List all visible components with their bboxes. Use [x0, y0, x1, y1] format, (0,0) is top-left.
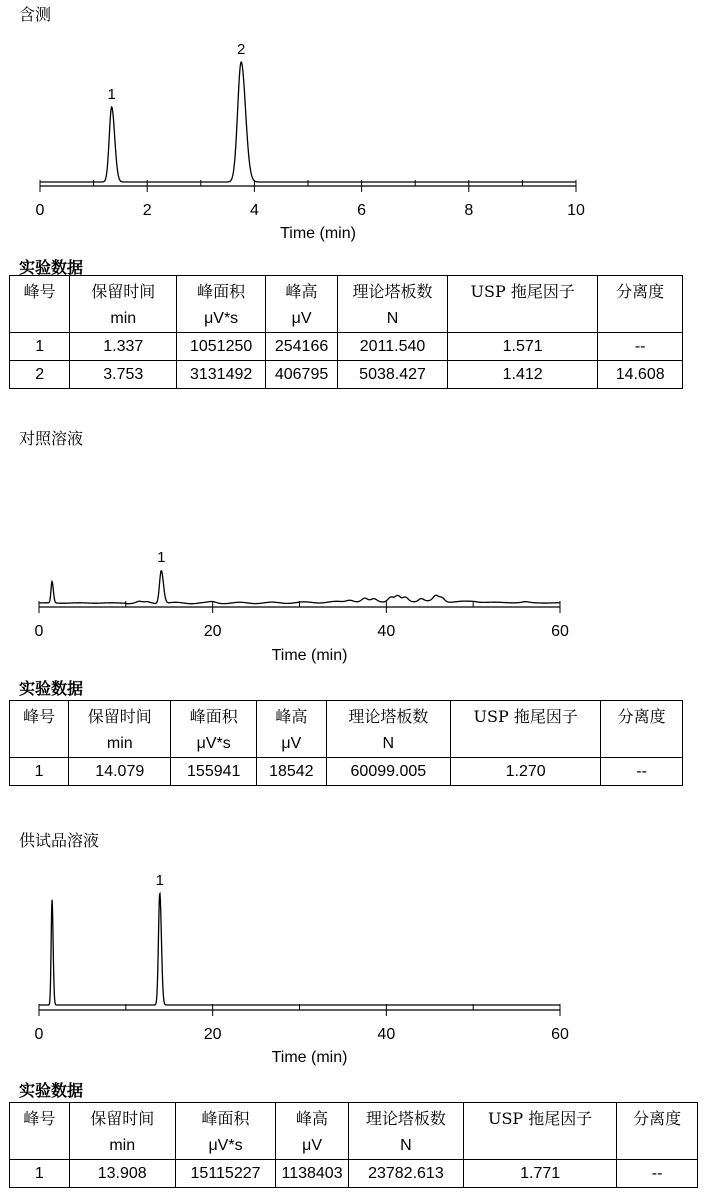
peak-label: 1 — [157, 549, 166, 566]
table-cell: 23782.613 — [348, 1160, 463, 1188]
x-tick-label: 4 — [249, 202, 259, 219]
section-1-label: 含测 — [19, 5, 52, 24]
unit-cell — [617, 1132, 698, 1160]
table-cell: 1 — [10, 333, 70, 361]
table-cell: 1138403 — [276, 1160, 348, 1188]
table-2-title: 实验数据 — [19, 679, 84, 698]
unit-cell: min — [69, 730, 171, 758]
table-3-title: 实验数据 — [19, 1081, 84, 1100]
table-cell: 15115227 — [175, 1160, 276, 1188]
unit-cell: min — [69, 1132, 175, 1160]
x-tick-label: 0 — [34, 623, 44, 640]
table-cell: 5038.427 — [338, 361, 448, 389]
table-cell: 60099.005 — [326, 758, 451, 786]
header-cell: 分离度 — [598, 276, 683, 306]
header-cell: USP 拖尾因子 — [448, 276, 598, 306]
header-cell: USP 拖尾因子 — [451, 701, 601, 731]
header-cell: 峰号 — [10, 701, 69, 731]
header-cell: 峰面积 — [171, 701, 257, 731]
header-cell: 理论塔板数 — [338, 276, 448, 306]
unit-cell: N — [338, 305, 448, 333]
unit-cell: μV*s — [175, 1132, 276, 1160]
unit-cell: μV — [266, 305, 338, 333]
table-cell: -- — [617, 1160, 698, 1188]
x-tick-label: 60 — [551, 1026, 569, 1043]
table-cell: 14.079 — [69, 758, 171, 786]
table-cell: 2 — [10, 361, 70, 389]
table-cell: 1051250 — [177, 333, 266, 361]
table-cell: -- — [601, 758, 683, 786]
header-cell: 峰面积 — [177, 276, 266, 306]
header-cell: 理论塔板数 — [348, 1103, 463, 1133]
x-tick-label: 10 — [567, 202, 585, 219]
x-tick-label: 40 — [377, 1026, 396, 1043]
table-cell: -- — [598, 333, 683, 361]
section-3-label: 供试品溶液 — [19, 831, 100, 850]
table-cell: 1.337 — [70, 333, 177, 361]
header-cell: 保留时间 — [70, 276, 177, 306]
x-tick-label: 60 — [551, 623, 569, 640]
unit-cell: μV — [257, 730, 326, 758]
unit-cell — [10, 1132, 70, 1160]
unit-cell: μV*s — [177, 305, 266, 333]
table-cell: 2011.540 — [338, 333, 448, 361]
table-cell: 18542 — [257, 758, 326, 786]
header-cell: 峰号 — [10, 1103, 70, 1133]
peak-label: 1 — [155, 872, 164, 889]
header-cell: 分离度 — [601, 701, 683, 731]
x-tick-label: 2 — [142, 202, 152, 219]
unit-cell: μV — [276, 1132, 348, 1160]
peak-label: 2 — [236, 41, 246, 58]
header-cell: 保留时间 — [69, 701, 171, 731]
header-cell: 分离度 — [617, 1103, 698, 1133]
table-cell: 1.571 — [448, 333, 598, 361]
x-axis-label: Time (min) — [271, 1049, 348, 1066]
table-cell: 1.771 — [464, 1160, 617, 1188]
x-tick-label: 20 — [203, 623, 222, 640]
x-tick-label: 6 — [357, 202, 367, 219]
table-1-title: 实验数据 — [19, 258, 84, 277]
header-cell: 理论塔板数 — [326, 701, 451, 731]
table-cell: 1.412 — [448, 361, 598, 389]
table-cell: 1 — [10, 758, 69, 786]
header-cell: 峰高 — [257, 701, 326, 731]
peak-label: 1 — [107, 86, 116, 104]
unit-cell: N — [326, 730, 451, 758]
table-cell: 254166 — [266, 333, 338, 361]
unit-cell: min — [70, 305, 177, 333]
x-axis-label: Time (min) — [271, 647, 348, 664]
x-tick-label: 20 — [203, 1026, 222, 1043]
table-cell: 3131492 — [177, 361, 266, 389]
header-cell: USP 拖尾因子 — [464, 1103, 617, 1133]
table-cell: 3.753 — [70, 361, 177, 389]
x-tick-label: 8 — [464, 202, 474, 219]
data-table-3 — [9, 1102, 698, 1188]
chromatogram-trace — [39, 894, 560, 1005]
header-cell: 峰高 — [276, 1103, 348, 1133]
section-2-label: 对照溶液 — [19, 429, 84, 448]
header-cell: 峰高 — [266, 276, 338, 306]
table-cell: 14.608 — [598, 361, 683, 389]
table-cell: 1.270 — [451, 758, 601, 786]
header-cell: 峰面积 — [175, 1103, 276, 1133]
header-cell: 保留时间 — [69, 1103, 175, 1133]
table-cell: 1 — [10, 1160, 70, 1188]
table-cell: 13.908 — [69, 1160, 175, 1188]
x-tick-label: 40 — [377, 623, 396, 640]
header-cell: 峰号 — [10, 276, 70, 306]
x-tick-label: 0 — [35, 202, 45, 219]
x-tick-label: 0 — [34, 1026, 44, 1043]
x-axis-label: Time (min) — [280, 225, 356, 242]
unit-cell: μV*s — [171, 730, 257, 758]
unit-cell — [464, 1132, 617, 1160]
table-cell: 155941 — [171, 758, 257, 786]
table-cell: 406795 — [266, 361, 338, 389]
unit-cell: N — [348, 1132, 463, 1160]
